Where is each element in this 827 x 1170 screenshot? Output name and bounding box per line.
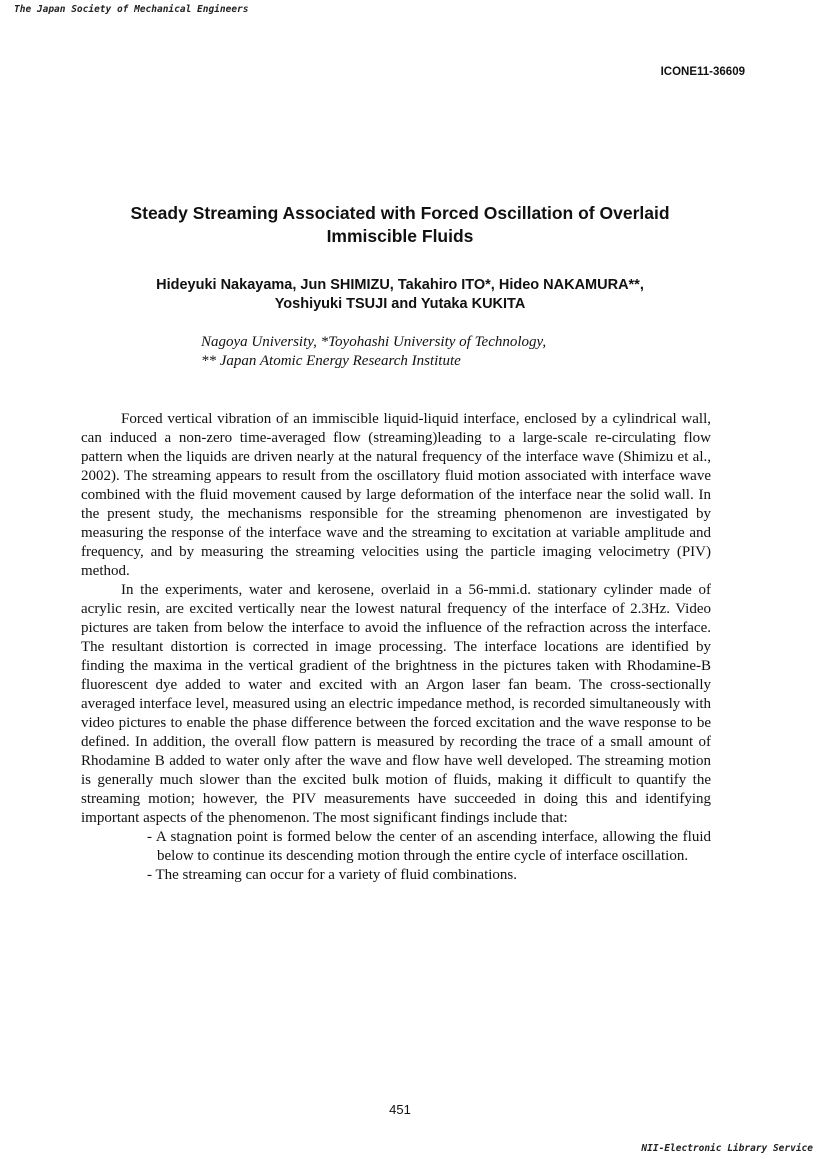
finding-item: - A stagnation point is formed below the center of an ascending interface, allowing the fluid below to continue its descending motion through the entire cycle of interface oscillation. [147, 829, 711, 864]
paper-title [80, 202, 720, 248]
authors-line-2: Yoshiyuki TSUJI and Yutaka KUKITA [274, 296, 526, 312]
affiliation-line-1: Nagoya University, *Toyohashi University of Technology, [201, 334, 547, 350]
body-paragraph: Forced vertical vibration of an immiscible liquid-liquid interface, enclosed by a cylindrical wall, can induced a non-zero time-averaged flow (streaming)leading to a large-scale re-circulating flow pattern when the liquids are driven nearly at the natural frequency of the interface wave (Shimizu et al., 2002). The streaming appears to result from the oscillatory fluid motion associated with interface wave combined with the fluid movement caused by large deformation of the interface near the solid wall. In the present study, the mechanisms responsible for the streaming phenomenon are investigated by measuring the response of the interface wave and the streaming to excitation at variable amplitude and frequency, and by measuring the streaming velocities using the particle imaging velocimetry (PIV) method. [81, 411, 711, 579]
library-footer: NII-Electronic Library Service [641, 1143, 813, 1154]
author-list [80, 276, 720, 314]
title-line-2: Immiscible Fluids [326, 226, 474, 246]
authors-line-1: Hideyuki Nakayama, Jun SHIMIZU, Takahiro ITO*, Hideo NAKAMURA**, [156, 277, 644, 293]
body-paragraph: In the experiments, water and kerosene, overlaid in a 56-mmi.d. stationary cylinder made of acrylic resin, are excited vertically near the lowest natural frequency of the interface of 2.3Hz. Video pictures are taken from below the interface to avoid the influence of the refraction across the interface. The resultant distortion is corrected in image processing. The interface locations are identified by finding the maxima in the vertical gradient of the brightness in the pictures taken with Rhodamine-B fluorescent dye added to water and excited with an Argon laser fan beam. The cross-sectionally averaged interface level, measured using an electric impedance method, is recorded simultaneously with video pictures to enable the phase difference between the forced excitation and the wave response to be defined. In addition, the overall flow pattern is measured by recording the trace of a small amount of Rhodamine B added to water only after the wave and flow have well developed. The streaming motion is generally much slower than the excited bulk motion of fluids, making it difficult to quantify the streaming motion; however, the PIV measurements have succeeded in doing this and identifying important aspects of the phenomenon. The most significant findings include that: [81, 582, 711, 826]
abstract-body [81, 410, 711, 885]
affiliations [201, 333, 546, 371]
paper-id: ICONE11-36609 [660, 66, 745, 78]
affiliation-line-2: ** Japan Atomic Energy Research Institute [201, 353, 461, 369]
finding-item: - The streaming can occur for a variety of fluid combinations. [147, 867, 518, 883]
findings-list [81, 828, 711, 885]
title-line-1: Steady Streaming Associated with Forced Oscillation of Overlaid [130, 203, 670, 223]
society-header: The Japan Society of Mechanical Engineers [14, 4, 249, 15]
page-number: 451 [389, 1102, 411, 1117]
